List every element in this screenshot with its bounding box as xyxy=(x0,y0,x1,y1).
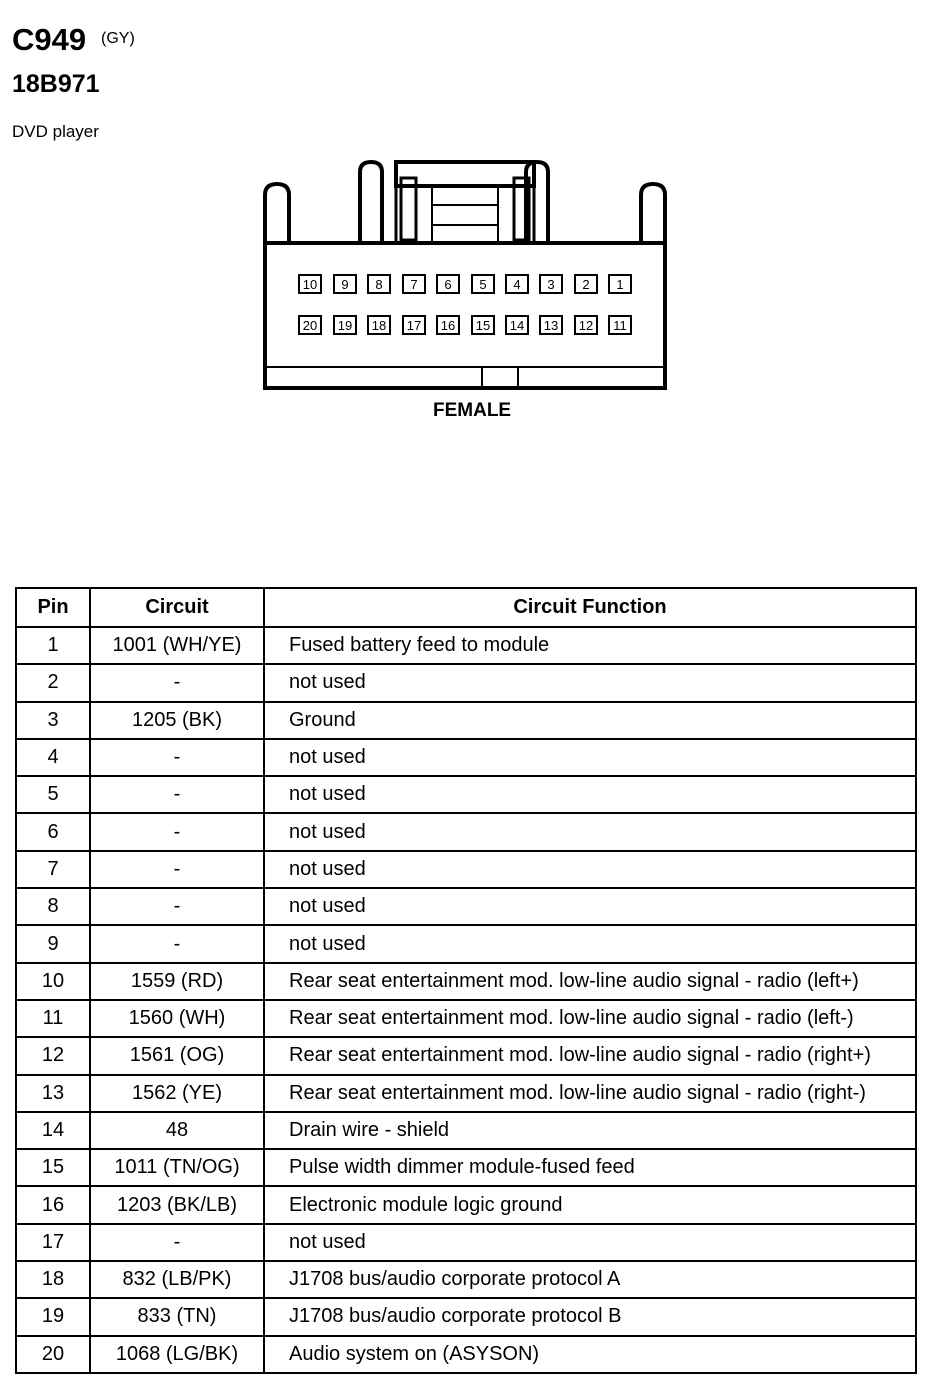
table-row xyxy=(16,1224,916,1261)
function-cell: not used xyxy=(264,664,916,701)
circuit-cell: - xyxy=(90,739,264,776)
function-cell: Rear seat entertainment mod. low-line audio signal - radio (left+) xyxy=(264,963,916,1000)
part-number: 18B971 xyxy=(12,70,100,98)
function-cell: not used xyxy=(264,813,916,850)
table-row xyxy=(16,1000,916,1037)
circuit-cell: - xyxy=(90,664,264,701)
function-cell: Pulse width dimmer module-fused feed xyxy=(264,1149,916,1186)
table-row xyxy=(16,813,916,850)
table-row xyxy=(16,888,916,925)
table-row xyxy=(16,1298,916,1335)
cavity-label: 20 xyxy=(302,318,318,333)
pin-cell: 20 xyxy=(16,1336,90,1373)
table-row xyxy=(16,925,916,962)
function-cell: not used xyxy=(264,925,916,962)
table-row xyxy=(16,1261,916,1298)
table-row xyxy=(16,739,916,776)
table-row xyxy=(16,963,916,1000)
function-cell: J1708 bus/audio corporate protocol B xyxy=(264,1298,916,1335)
function-cell: Ground xyxy=(264,702,916,739)
connector-id: C949 xyxy=(12,22,87,57)
pin-cell: 12 xyxy=(16,1037,90,1074)
circuit-column-header: Circuit xyxy=(90,588,264,627)
function-cell: Electronic module logic ground xyxy=(264,1186,916,1223)
function-cell: Rear seat entertainment mod. low-line audio signal - radio (right-) xyxy=(264,1075,916,1112)
pin-cell: 14 xyxy=(16,1112,90,1149)
function-cell: not used xyxy=(264,776,916,813)
table-row xyxy=(16,1037,916,1074)
circuit-cell: - xyxy=(90,888,264,925)
circuit-cell: - xyxy=(90,925,264,962)
pin-cell: 13 xyxy=(16,1075,90,1112)
cavity-label: 4 xyxy=(513,277,521,292)
cavity-label: 16 xyxy=(440,318,456,333)
cavity-label: 11 xyxy=(613,318,627,333)
circuit-cell: 832 (LB/PK) xyxy=(90,1261,264,1298)
cavity-label: 3 xyxy=(547,277,555,292)
cavity-label: 6 xyxy=(444,277,452,292)
circuit-cell: 1561 (OG) xyxy=(90,1037,264,1074)
pin-cell: 11 xyxy=(16,1000,90,1037)
table-row xyxy=(16,664,916,701)
function-cell: Rear seat entertainment mod. low-line audio signal - radio (right+) xyxy=(264,1037,916,1074)
cavity-label: 17 xyxy=(406,318,422,333)
circuit-cell: - xyxy=(90,776,264,813)
table-row xyxy=(16,1149,916,1186)
function-cell: Drain wire - shield xyxy=(264,1112,916,1149)
pin-cell: 10 xyxy=(16,963,90,1000)
table-row xyxy=(16,776,916,813)
circuit-cell: 833 (TN) xyxy=(90,1298,264,1335)
function-cell: Audio system on (ASYSON) xyxy=(264,1336,916,1373)
cavity-label: 15 xyxy=(475,318,491,333)
cavity-label: 18 xyxy=(371,318,387,333)
cavity-label: 12 xyxy=(578,318,594,333)
cavity-label: 2 xyxy=(582,277,590,292)
pin-cell: 16 xyxy=(16,1186,90,1223)
pinout-table xyxy=(15,587,917,1374)
component-description: DVD player xyxy=(12,122,99,141)
cavity-label: 8 xyxy=(375,277,383,292)
table-row xyxy=(16,1336,916,1373)
circuit-cell: 1068 (LG/BK) xyxy=(90,1336,264,1373)
pin-cell: 2 xyxy=(16,664,90,701)
cavity-label: 19 xyxy=(337,318,353,333)
pin-cell: 18 xyxy=(16,1261,90,1298)
pin-cell: 1 xyxy=(16,627,90,664)
function-cell: not used xyxy=(264,1224,916,1261)
circuit-cell: 1203 (BK/LB) xyxy=(90,1186,264,1223)
pin-cell: 4 xyxy=(16,739,90,776)
pin-cell: 17 xyxy=(16,1224,90,1261)
function-column-header: Circuit Function xyxy=(264,588,916,627)
table-row xyxy=(16,702,916,739)
cavity-label: 13 xyxy=(543,318,559,333)
cavity-label: 1 xyxy=(616,277,624,292)
pin-cell: 19 xyxy=(16,1298,90,1335)
pin-cell: 9 xyxy=(16,925,90,962)
cavity-label: 5 xyxy=(479,277,487,292)
table-header-row xyxy=(16,588,916,627)
circuit-cell: 1011 (TN/OG) xyxy=(90,1149,264,1186)
pin-column-header: Pin xyxy=(16,588,90,627)
pin-cell: 5 xyxy=(16,776,90,813)
cavity-label: 7 xyxy=(410,277,418,292)
connector-gender-label: FEMALE xyxy=(433,400,512,421)
table-row xyxy=(16,851,916,888)
circuit-cell: 1562 (YE) xyxy=(90,1075,264,1112)
table-row xyxy=(16,627,916,664)
circuit-cell: - xyxy=(90,813,264,850)
table-row xyxy=(16,1112,916,1149)
table-row xyxy=(16,1075,916,1112)
pin-cell: 15 xyxy=(16,1149,90,1186)
circuit-cell: - xyxy=(90,851,264,888)
pin-cell: 8 xyxy=(16,888,90,925)
circuit-cell: 1559 (RD) xyxy=(90,963,264,1000)
function-cell: not used xyxy=(264,851,916,888)
connector-color: (GY) xyxy=(101,30,135,47)
pin-cell: 7 xyxy=(16,851,90,888)
function-cell: not used xyxy=(264,739,916,776)
connector-face-diagram xyxy=(0,0,932,440)
circuit-cell: 1001 (WH/YE) xyxy=(90,627,264,664)
cavity-label: 10 xyxy=(302,277,318,292)
cavity-label: 9 xyxy=(341,277,349,292)
function-cell: Rear seat entertainment mod. low-line audio signal - radio (left-) xyxy=(264,1000,916,1037)
function-cell: not used xyxy=(264,888,916,925)
function-cell: J1708 bus/audio corporate protocol A xyxy=(264,1261,916,1298)
cavity-label: 14 xyxy=(509,318,525,333)
pin-cell: 6 xyxy=(16,813,90,850)
table-row xyxy=(16,1186,916,1223)
circuit-cell: 1560 (WH) xyxy=(90,1000,264,1037)
function-cell: Fused battery feed to module xyxy=(264,627,916,664)
circuit-cell: 1205 (BK) xyxy=(90,702,264,739)
circuit-cell: 48 xyxy=(90,1112,264,1149)
pin-cell: 3 xyxy=(16,702,90,739)
circuit-cell: - xyxy=(90,1224,264,1261)
